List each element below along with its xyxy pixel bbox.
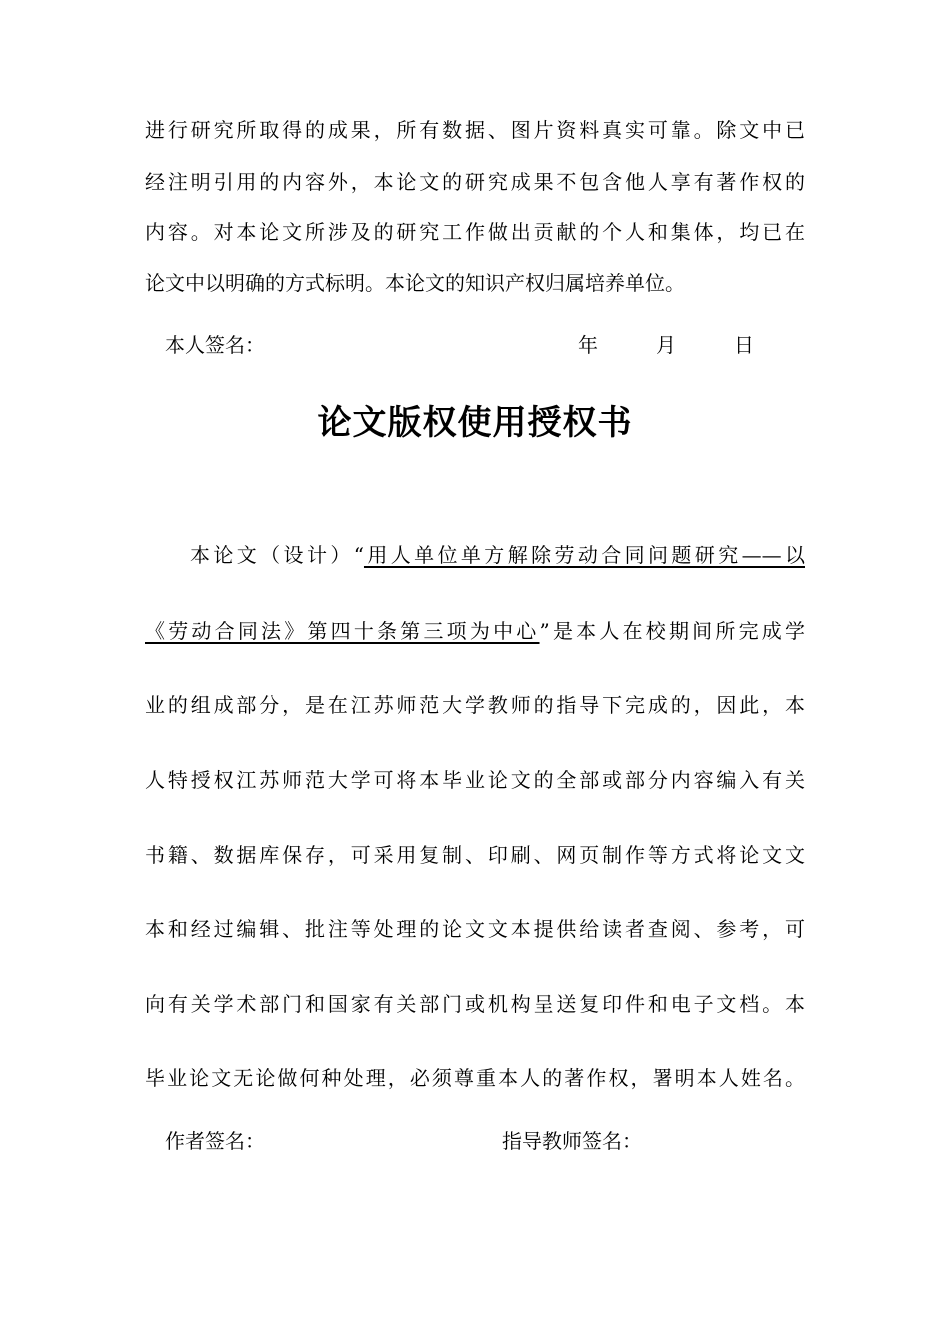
date-year-label: 年 xyxy=(578,333,598,357)
date-day-label: 日 xyxy=(734,333,754,357)
authorization-line-1 xyxy=(190,543,805,567)
authorization-line-8: 毕业论文无论做何种处理，必须尊重本人的著作权，署明本人姓名。 xyxy=(145,1066,805,1090)
authorization-line-1-prefix: 本论文（设计）“ xyxy=(190,543,364,567)
authorization-line-3: 业的组成部分，是在江苏师范大学教师的指导下完成的，因此，本 xyxy=(145,693,805,717)
declaration-signature-label: 本人签名： xyxy=(165,333,265,357)
author-signature-label: 作者签名： xyxy=(165,1129,265,1153)
declaration-line-3: 内容。对本论文所涉及的研究工作做出贡献的个人和集体，均已在 xyxy=(145,220,805,244)
authorization-line-5: 书籍、数据库保存，可采用复制、印刷、网页制作等方式将论文文 xyxy=(145,843,805,867)
declaration-line-2: 经注明引用的内容外，本论文的研究成果不包含他人享有著作权的 xyxy=(145,170,805,194)
authorization-line-2 xyxy=(145,619,805,643)
advisor-signature-label: 指导教师签名： xyxy=(502,1129,642,1153)
declaration-line-1: 进行研究所取得的成果，所有数据、图片资料真实可靠。除文中已 xyxy=(145,118,805,142)
date-month-label: 月 xyxy=(656,333,676,357)
thesis-title-part-1: 用人单位单方解除劳动合同问题研究——以 xyxy=(363,543,805,567)
declaration-line-4: 论文中以明确的方式标明。本论文的知识产权归属培养单位。 xyxy=(145,271,685,295)
thesis-title-part-2: 《劳动合同法》第四十条第三项为中心 xyxy=(145,619,540,643)
authorization-line-4: 人特授权江苏师范大学可将本毕业论文的全部或部分内容编入有关 xyxy=(145,768,805,792)
authorization-title: 论文版权使用授权书 xyxy=(317,403,633,443)
authorization-line-2-suffix: ”是本人在校期间所完成学 xyxy=(539,619,806,643)
authorization-line-7: 向有关学术部门和国家有关部门或机构呈送复印件和电子文档。本 xyxy=(145,992,805,1016)
authorization-line-6: 本和经过编辑、批注等处理的论文文本提供给读者查阅、参考，可 xyxy=(145,917,805,941)
